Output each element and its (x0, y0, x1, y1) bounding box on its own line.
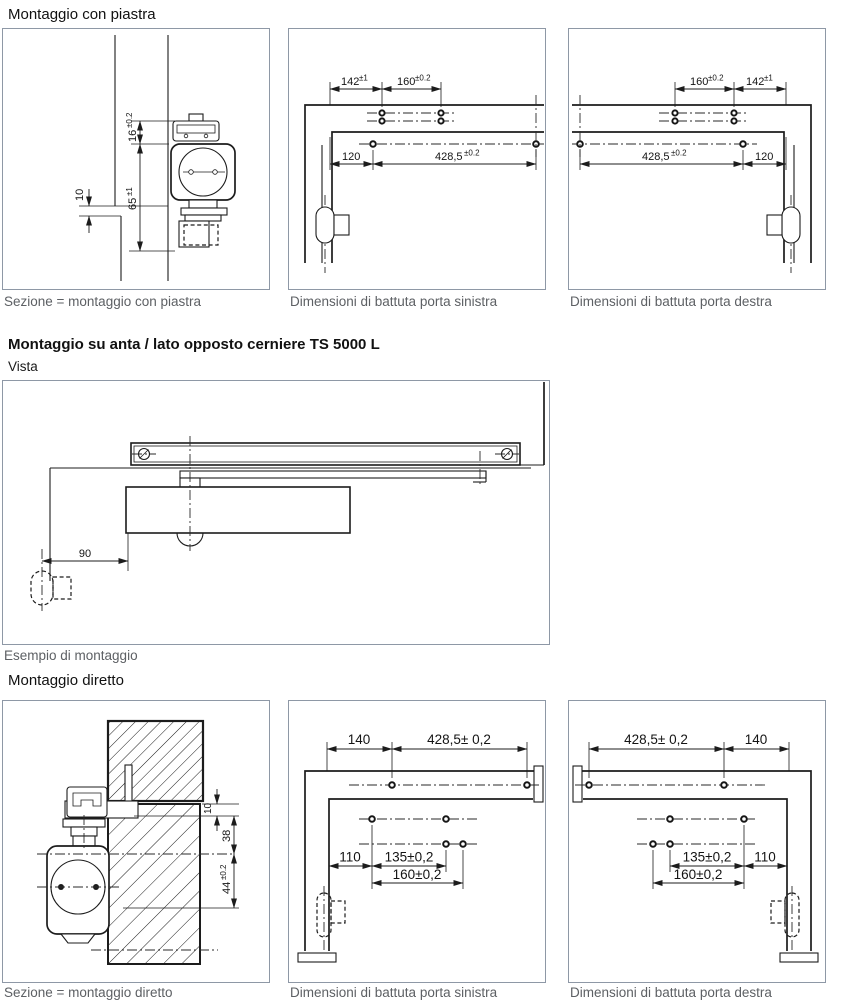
dimension-lines (589, 732, 789, 889)
frame-outline (305, 105, 544, 263)
dim-label-4285: 428,5 (435, 151, 463, 163)
dim-label-44: 44 (221, 881, 233, 894)
dim-label-4285: 428,5± 0,2 (624, 732, 688, 747)
dimension-lines (74, 112, 175, 251)
dimension-lines (580, 74, 786, 171)
dim-label-16: 16 (127, 129, 139, 142)
drill-holes (349, 782, 541, 847)
drawing-anta-vista (3, 381, 549, 644)
dim-label-10: 10 (74, 188, 86, 201)
panel-diretto-sezione (2, 700, 270, 983)
dim-label-160-tol: ±0.2 (708, 73, 724, 83)
subheading-vista: Vista (8, 359, 38, 374)
caption-piastra-destra: Dimensioni di battuta porta destra (570, 294, 772, 309)
heading-montaggio-con-piastra: Montaggio con piastra (8, 6, 156, 23)
panel-piastra-sezione (2, 28, 270, 290)
dim-label-142: 142 (341, 76, 360, 88)
door-leaf-section (79, 35, 168, 281)
dim-label-140: 140 (347, 732, 371, 747)
caption-diretto-destra: Dimensioni di battuta porta destra (570, 985, 772, 1000)
drawing-diretto-sinistra (289, 701, 545, 982)
hinge-dashed (31, 549, 71, 611)
hinge-dashed (771, 886, 799, 953)
dimension-lines (330, 74, 536, 171)
drawing-piastra-sinistra (289, 29, 545, 289)
dim-label-110: 110 (339, 849, 361, 865)
dim-label-140: 140 (744, 732, 768, 747)
hinge-dashed (317, 886, 345, 953)
dim-label-10: 10 (203, 802, 214, 814)
dim-label-4285: 428,5± 0,2 (427, 732, 491, 747)
drill-holes (575, 782, 767, 847)
dim-label-44-tol: ±0.2 (219, 864, 228, 880)
dim-label-120: 120 (755, 151, 774, 163)
dim-label-65: 65 (127, 197, 139, 210)
dim-label-38: 38 (221, 829, 233, 842)
slide-rail (131, 443, 520, 465)
panel-diretto-destra (568, 700, 826, 983)
dim-label-120: 120 (342, 151, 361, 163)
frame-outline (572, 105, 811, 263)
caption-diretto-sezione: Sezione = montaggio diretto (4, 985, 173, 1000)
dim-label-4285-tol: ±0.2 (671, 148, 687, 158)
frame-section (108, 721, 203, 802)
dim-label-160: 160 (690, 76, 709, 88)
panel-piastra-destra (568, 28, 826, 290)
panel-diretto-sinistra (288, 700, 546, 983)
dim-label-90: 90 (78, 548, 92, 560)
dim-label-16-tol: ±0.2 (125, 112, 134, 128)
dimension-lines (327, 732, 527, 889)
panel-anta-vista (2, 380, 550, 645)
door-section (108, 804, 200, 964)
dim-label-135: 135±0,2 (384, 849, 434, 865)
heading-montaggio-diretto: Montaggio diretto (8, 672, 124, 689)
dim-label-160: 160±0,2 (673, 867, 723, 882)
dim-label-135: 135±0,2 (682, 849, 732, 865)
dim-label-142: 142 (746, 76, 765, 88)
heading-montaggio-su-anta: Montaggio su anta / lato opposto cerniere TS 5000 L (8, 336, 380, 353)
caption-piastra-sezione: Sezione = montaggio con piastra (4, 294, 202, 309)
closer-body (47, 846, 109, 943)
panel-piastra-sinistra (288, 28, 546, 290)
drawing-piastra-destra (569, 29, 825, 289)
dim-label-110: 110 (754, 849, 776, 865)
door-closer-section (171, 114, 235, 247)
dim-label-4285-tol: ±0.2 (464, 148, 480, 158)
dim-label-160-tol: ±0.2 (415, 73, 431, 83)
caption-diretto-sinistra: Dimensioni di battuta porta sinistra (290, 985, 498, 1000)
dim-label-142-tol: ±1 (764, 73, 773, 83)
dim-label-142-tol: ±1 (359, 73, 368, 83)
caption-piastra-sinistra: Dimensioni di battuta porta sinistra (290, 294, 498, 309)
dim-label-4285: 428,5 (642, 151, 670, 163)
wall-edge (520, 382, 544, 465)
dimension-lines (42, 533, 128, 571)
dim-label-160: 160±0,2 (392, 867, 442, 882)
drawing-diretto-destra (569, 701, 825, 982)
dim-label-65-tol: ±1 (125, 187, 134, 196)
drawing-piastra-sezione (3, 29, 269, 289)
drawing-diretto-sezione (3, 701, 269, 982)
caption-anta: Esempio di montaggio (4, 648, 138, 663)
dim-label-160: 160 (397, 76, 416, 88)
